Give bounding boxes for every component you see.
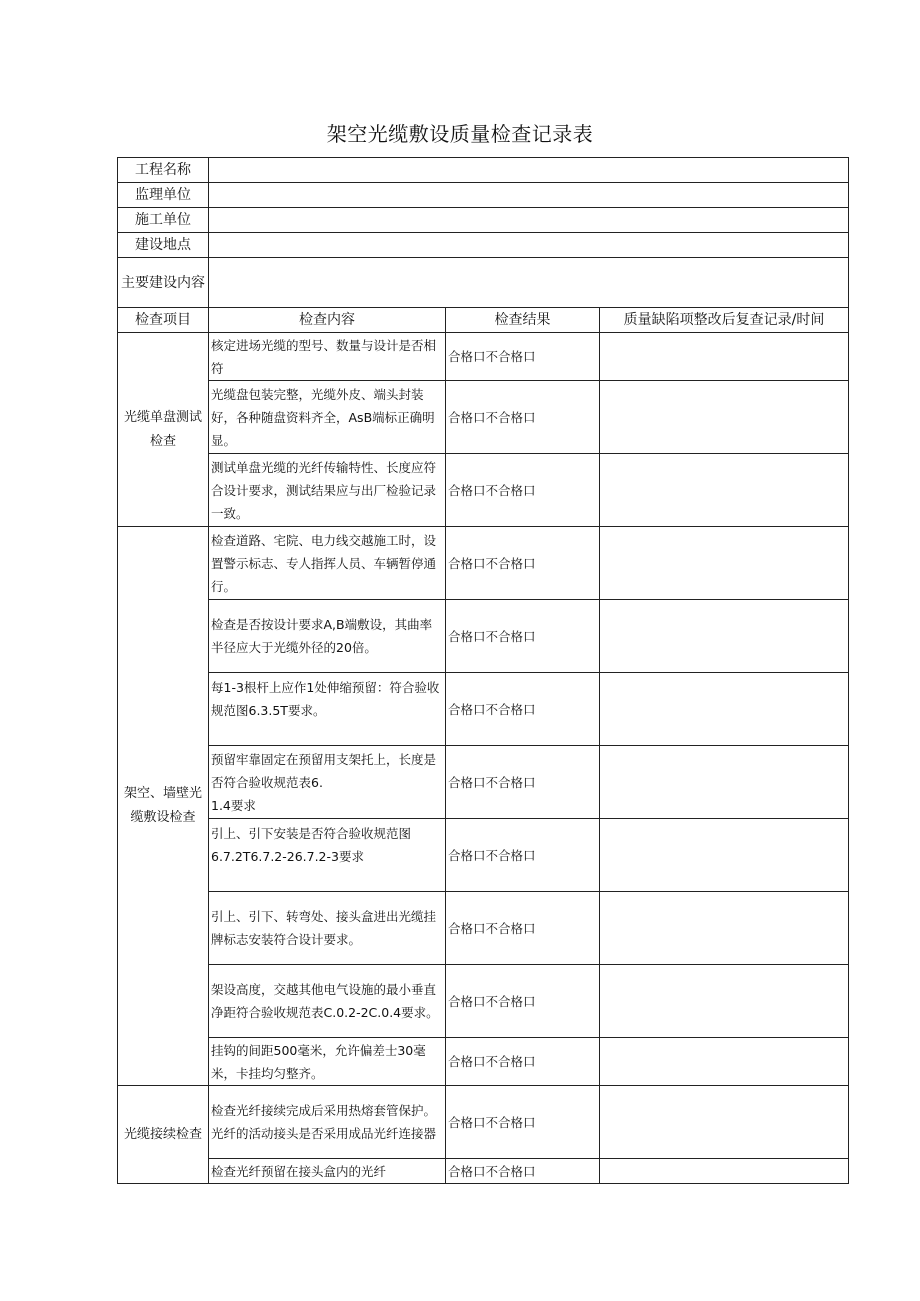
category-cell: 架空、墙壁光缆敷设检查 bbox=[118, 527, 209, 1086]
table-row bbox=[118, 527, 849, 600]
inspection-table bbox=[117, 157, 849, 1184]
info-value bbox=[209, 258, 849, 308]
recheck-record bbox=[600, 527, 849, 600]
check-result: 合格口不合格口 bbox=[446, 527, 600, 600]
recheck-record bbox=[600, 892, 849, 965]
header-check-result: 检查结果 bbox=[446, 308, 600, 333]
check-result: 合格口不合格口 bbox=[446, 600, 600, 673]
info-row-contractor bbox=[118, 208, 849, 233]
check-result: 合格口不合格口 bbox=[446, 454, 600, 527]
recheck-record bbox=[600, 746, 849, 819]
page-title: 架空光缆敷设质量检查记录表 bbox=[326, 122, 594, 146]
table-row bbox=[118, 381, 849, 454]
info-value bbox=[209, 233, 849, 258]
recheck-record bbox=[600, 965, 849, 1038]
info-label: 建设地点 bbox=[118, 233, 209, 258]
check-result: 合格口不合格口 bbox=[446, 1086, 600, 1159]
check-content: 预留牢靠固定在预留用支架托上，长度是否符合验收规范表6. 1.4要求 bbox=[209, 746, 446, 819]
table-row bbox=[118, 1159, 849, 1184]
info-label: 监理单位 bbox=[118, 183, 209, 208]
table-row bbox=[118, 333, 849, 381]
recheck-record bbox=[600, 381, 849, 454]
check-result: 合格口不合格口 bbox=[446, 673, 600, 746]
info-label: 工程名称 bbox=[118, 158, 209, 183]
check-content: 每1-3根杆上应作1处伸缩预留：符合验收规范图6.3.5T要求。 bbox=[209, 673, 446, 746]
recheck-record bbox=[600, 1038, 849, 1086]
table-row bbox=[118, 892, 849, 965]
check-result: 合格口不合格口 bbox=[446, 819, 600, 892]
check-result: 合格口不合格口 bbox=[446, 1159, 600, 1184]
check-content: 光缆盘包装完整，光缆外皮、端头封装好，各种随盘资料齐全，AsB端标正确明显。 bbox=[209, 381, 446, 454]
check-result: 合格口不合格口 bbox=[446, 746, 600, 819]
recheck-record bbox=[600, 1159, 849, 1184]
table-row bbox=[118, 819, 849, 892]
check-content: 引上、引下安装是否符合验收规范图6.7.2T6.7.2-26.7.2-3要求 bbox=[209, 819, 446, 892]
info-row-project-name bbox=[118, 158, 849, 183]
recheck-record bbox=[600, 1086, 849, 1159]
check-content: 检查是否按设计要求A,B端敷设，其曲率半径应大于光缆外径的20倍。 bbox=[209, 600, 446, 673]
header-check-content: 检查内容 bbox=[209, 308, 446, 333]
check-content: 核定进场光缆的型号、数量与设计是否相符 bbox=[209, 333, 446, 381]
header-check-item: 检查项目 bbox=[118, 308, 209, 333]
check-result: 合格口不合格口 bbox=[446, 1038, 600, 1086]
info-row-main-content bbox=[118, 258, 849, 308]
check-content: 检查光纤预留在接头盒内的光纤 bbox=[209, 1159, 446, 1184]
check-result: 合格口不合格口 bbox=[446, 333, 600, 381]
header-recheck-record: 质量缺陷项整改后复查记录/时间 bbox=[600, 308, 849, 333]
table-row bbox=[118, 965, 849, 1038]
info-value bbox=[209, 158, 849, 183]
recheck-record bbox=[600, 333, 849, 381]
check-content: 挂钩的间距500毫米，允许偏差士30毫米，卡挂均匀整齐。 bbox=[209, 1038, 446, 1086]
check-content: 检查道路、宅院、电力线交越施工时，设置警示标志、专人指挥人员、车辆暂停通行。 bbox=[209, 527, 446, 600]
check-content: 架设高度，交越其他电气设施的最小垂直净距符合验收规范表C.0.2-2C.0.4要求。 bbox=[209, 965, 446, 1038]
table-row bbox=[118, 673, 849, 746]
info-label: 施工单位 bbox=[118, 208, 209, 233]
info-row-supervisor bbox=[118, 183, 849, 208]
recheck-record bbox=[600, 454, 849, 527]
check-content: 引上、引下、转弯处、接头盒进出光缆挂牌标志安装符合设计要求。 bbox=[209, 892, 446, 965]
recheck-record bbox=[600, 819, 849, 892]
check-content: 测试单盘光缆的光纤传输特性、长度应符合设计要求，测试结果应与出厂检验记录一致。 bbox=[209, 454, 446, 527]
table-row bbox=[118, 1038, 849, 1086]
info-label: 主要建设内容 bbox=[118, 258, 209, 308]
info-row-location bbox=[118, 233, 849, 258]
category-cell: 光缆单盘测试检查 bbox=[118, 333, 209, 527]
recheck-record bbox=[600, 600, 849, 673]
table-row bbox=[118, 600, 849, 673]
check-content: 检查光纤接续完成后采用热熔套管保护。光纤的活动接头是否采用成品光纤连接器 bbox=[209, 1086, 446, 1159]
check-result: 合格口不合格口 bbox=[446, 381, 600, 454]
info-value bbox=[209, 183, 849, 208]
category-cell: 光缆接续检查 bbox=[118, 1086, 209, 1184]
table-row bbox=[118, 1086, 849, 1159]
table-row bbox=[118, 454, 849, 527]
check-result: 合格口不合格口 bbox=[446, 892, 600, 965]
check-result: 合格口不合格口 bbox=[446, 965, 600, 1038]
table-row bbox=[118, 746, 849, 819]
info-value bbox=[209, 208, 849, 233]
table-header-row bbox=[118, 308, 849, 333]
recheck-record bbox=[600, 673, 849, 746]
